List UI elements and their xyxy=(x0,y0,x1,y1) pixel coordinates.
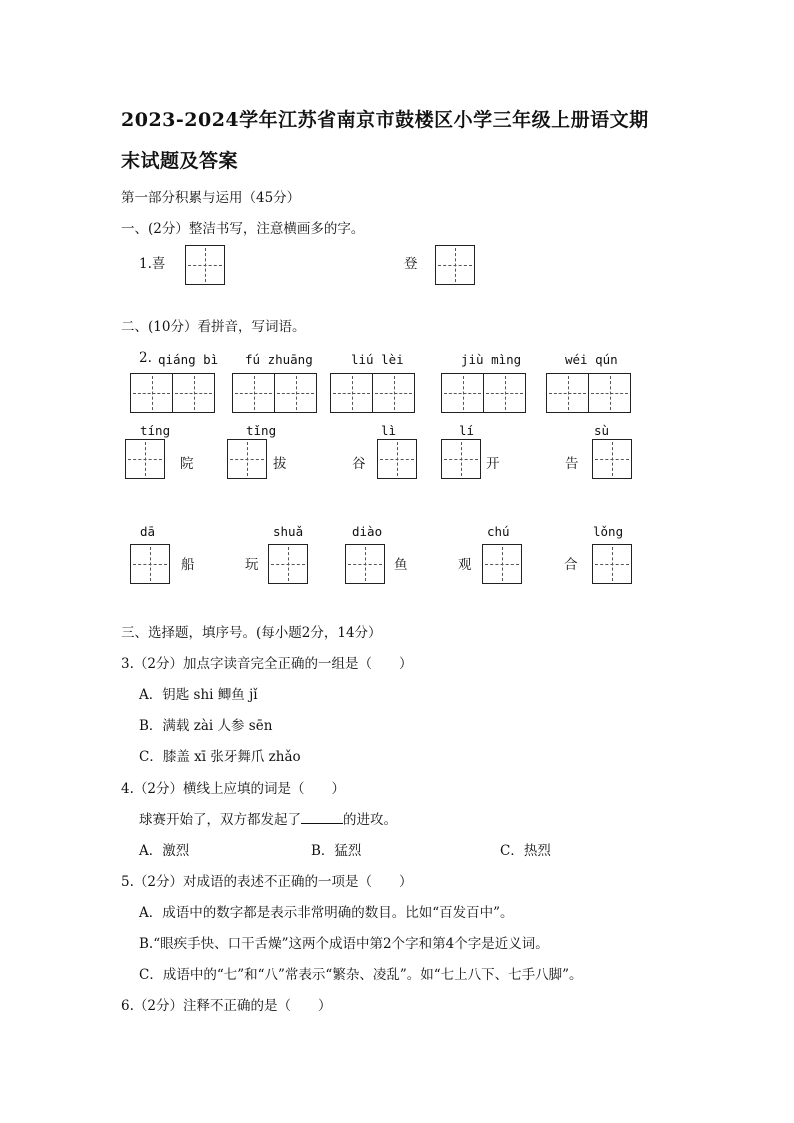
q1-heading: 一、(2分）整洁书写，注意横画多的字。 xyxy=(121,221,365,237)
q6-stem: 6.（2分）注释不正确的是（ ） xyxy=(121,998,332,1014)
q5-option-b[interactable]: B.“眼疾手快、口干舌燥”这两个成语中第2个字和第4个字是近义词。 xyxy=(139,936,549,952)
pinyin-label: lǒng xyxy=(593,524,624,539)
two-char-box[interactable] xyxy=(330,373,415,413)
tianzige-box[interactable] xyxy=(592,544,632,584)
given-char: 告 xyxy=(565,456,579,472)
q2-number: 2. xyxy=(139,350,152,366)
q5-stem: 5.（2分）对成语的表述不正确的一项是（ ） xyxy=(121,874,413,890)
pinyin-label: diào xyxy=(352,524,383,539)
tianzige-box[interactable] xyxy=(125,439,165,479)
q2-heading: 二、(10分）看拼音，写词语。 xyxy=(121,319,306,335)
pinyin-label: shuǎ xyxy=(273,524,304,539)
tianzige-box[interactable] xyxy=(441,439,481,479)
q4-sentence-after: 的进攻。 xyxy=(343,812,397,828)
q1-char2: 登 xyxy=(404,256,418,272)
q5-option-c[interactable]: C．成语中的“七”和“八”常表示“繁杂、凌乱”。如“七上八下、七手八脚”。 xyxy=(139,967,583,983)
tianzige-box[interactable] xyxy=(592,439,632,479)
q3-option-b[interactable]: B．满载 zài 人参 sēn xyxy=(139,718,273,734)
given-char: 船 xyxy=(181,557,195,573)
page-title-line2: 末试题及答案 xyxy=(121,150,239,172)
pinyin-label: wéi qún xyxy=(565,352,618,367)
q1-label: 1.喜 xyxy=(139,256,166,272)
given-char: 谷 xyxy=(352,456,366,472)
q4-option-b[interactable]: B．猛烈 xyxy=(311,843,362,859)
q4-sentence xyxy=(139,808,397,828)
given-char: 开 xyxy=(486,456,500,472)
two-char-box[interactable] xyxy=(441,373,526,413)
q3-stem: 3.（2分）加点字读音完全正确的一组是（ ） xyxy=(121,656,413,672)
q4-option-a[interactable]: A．激烈 xyxy=(139,843,190,859)
two-char-box[interactable] xyxy=(546,373,631,413)
pinyin-label: lì xyxy=(381,423,397,438)
pinyin-label: dā xyxy=(140,524,156,539)
given-char: 拔 xyxy=(273,456,287,472)
q4-stem: 4.（2分）横线上应填的词是（ ） xyxy=(121,781,345,797)
q3-section-heading: 三、选择题，填序号。(每小题2分，14分） xyxy=(121,625,382,641)
given-char: 玩 xyxy=(245,557,259,573)
q4-option-c[interactable]: C．热烈 xyxy=(500,843,551,859)
tianzige-box[interactable] xyxy=(227,439,267,479)
tianzige-box[interactable] xyxy=(345,544,385,584)
q5-option-a[interactable]: A．成语中的数字都是表示非常明确的数目。比如“百发百中”。 xyxy=(139,905,514,921)
given-char: 合 xyxy=(564,557,578,573)
q3-option-c[interactable]: C．膝盖 xī 张牙舞爪 zhǎo xyxy=(139,749,301,765)
two-char-box[interactable] xyxy=(232,373,317,413)
given-char: 院 xyxy=(180,456,194,472)
given-char: 鱼 xyxy=(394,557,408,573)
pinyin-label: liú lèi xyxy=(351,352,404,367)
q4-sentence-before: 球赛开始了，双方都发起了 xyxy=(139,812,301,828)
pinyin-label: sù xyxy=(594,423,610,438)
tianzige-box[interactable] xyxy=(268,544,308,584)
tianzige-box[interactable] xyxy=(377,439,417,479)
tianzige-box[interactable] xyxy=(130,544,170,584)
given-char: 观 xyxy=(458,557,472,573)
part-heading: 第一部分积累与运用（45分） xyxy=(121,190,301,206)
tianzige-box[interactable] xyxy=(435,245,475,285)
two-char-box[interactable] xyxy=(130,373,215,413)
pinyin-label: tíng xyxy=(140,423,171,438)
tianzige-box[interactable] xyxy=(482,544,522,584)
pinyin-label: chú xyxy=(487,524,510,539)
pinyin-label: tǐng xyxy=(246,423,277,438)
page-title-line1: 2023-2024学年江苏省南京市鼓楼区小学三年级上册语文期 xyxy=(121,109,649,131)
pinyin-label: fú zhuāng xyxy=(245,352,313,367)
pinyin-label: qiáng bì xyxy=(158,352,219,367)
pinyin-label: lí xyxy=(459,423,475,438)
fill-blank[interactable] xyxy=(301,811,343,824)
q3-option-a[interactable]: A．钥匙 shi 鲫鱼 jǐ xyxy=(139,687,258,703)
tianzige-box[interactable] xyxy=(185,245,225,285)
pinyin-label: jiù mìng xyxy=(461,352,522,367)
